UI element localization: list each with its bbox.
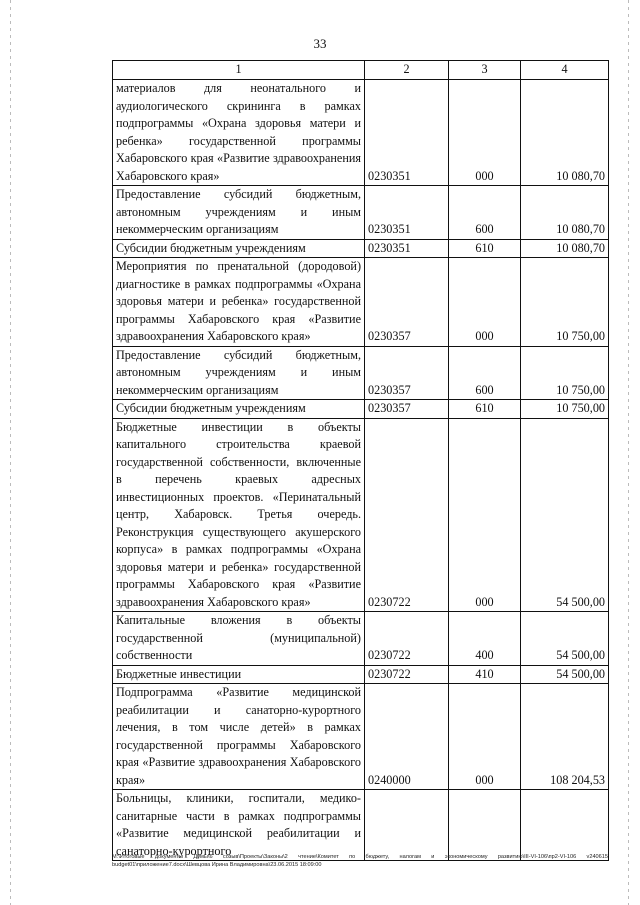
row-expense-type-cell: 610 [449,400,521,419]
row-code-cell: 0230722 [365,418,449,612]
table-row [113,239,609,258]
header-col-4: 4 [521,61,609,80]
header-col-3: 3 [449,61,521,80]
table-row [113,186,609,240]
row-code-cell: 0230722 [365,665,449,684]
table-row [113,684,609,790]
row-name-cell: Больницы, клиники, госпитали, медико-санитарные части в рамках подпрограммы «Развитие медицинской реабилитации и санаторно-курортного [113,790,365,861]
row-expense-type-cell [449,790,521,861]
row-amount-cell: 10 080,70 [521,239,609,258]
row-amount-cell: 10 750,00 [521,346,609,400]
row-code-cell [365,790,449,861]
row-expense-type-cell: 600 [449,346,521,400]
row-expense-type-cell: 000 [449,80,521,186]
file-path-footer: M:\Итоговые документы Думы\6 созыв\Проекты\Законы\2 чтение\Комитет по бюджету, налогам и экономическому развитию\III-VI-106\пр2-VI-106 v240615 budget01\приложение7.docx\Шевцова Ирина Владимировна\23.06.2015 18:09:00 [112,854,608,868]
row-amount-cell: 108 204,53 [521,684,609,790]
budget-table [112,60,609,861]
row-code-cell: 0230351 [365,80,449,186]
header-col-1: 1 [113,61,365,80]
row-amount-cell: 54 500,00 [521,612,609,666]
row-name-cell: Капитальные вложения в объекты государственной (муниципальной) собственности [113,612,365,666]
row-code-cell: 0230357 [365,400,449,419]
table-body [113,80,609,861]
row-expense-type-cell: 610 [449,239,521,258]
row-amount-cell: 10 080,70 [521,186,609,240]
row-amount-cell: 10 750,00 [521,400,609,419]
header-col-2: 2 [365,61,449,80]
table-row [113,418,609,612]
row-code-cell: 0240000 [365,684,449,790]
row-expense-type-cell: 000 [449,418,521,612]
row-name-cell: Бюджетные инвестиции в объекты капитального строительства краевой государственной собственности, включенные в перечень краевых адресных инвестиционных проектов. «Перинатальный центр, Хабаровск. Третья очередь. Реконструкция существующего акушерского корпуса» в рамках подпрограммы «Охрана здоровья матери и ребенка» государственной программы Хабаровского края «Развитие здравоохранения Хабаровского края» [113,418,365,612]
row-expense-type-cell: 000 [449,258,521,347]
row-code-cell: 0230357 [365,258,449,347]
row-name-cell: материалов для неонатального и аудиологического скрининга в рамках подпрограммы «Охрана здоровья матери и ребенка» государственной программы Хабаровского края «Развитие здравоохранения Хабаровского края» [113,80,365,186]
row-code-cell: 0230357 [365,346,449,400]
row-expense-type-cell: 410 [449,665,521,684]
row-expense-type-cell: 400 [449,612,521,666]
row-amount-cell [521,790,609,861]
row-name-cell: Субсидии бюджетным учреждениям [113,400,365,419]
row-name-cell: Предоставление субсидий бюджетным, автономным учреждениям и иным некоммерческим организациям [113,346,365,400]
row-amount-cell: 54 500,00 [521,418,609,612]
row-name-cell: Подпрограмма «Развитие медицинской реабилитации и санаторно-курортного лечения, в том числе детей» в рамках государственной программы Хабаровского края «Развитие здравоохранения Хабаровского края» [113,684,365,790]
table-header-row [113,61,609,80]
table-row [113,612,609,666]
table-row [113,400,609,419]
row-code-cell: 0230351 [365,186,449,240]
row-name-cell: Бюджетные инвестиции [113,665,365,684]
row-amount-cell: 10 080,70 [521,80,609,186]
row-code-cell: 0230351 [365,239,449,258]
scan-edge-right [628,0,629,905]
table-row [113,80,609,186]
page-number: 33 [313,36,327,51]
row-name-cell: Мероприятия по пренатальной (дородовой) диагностике в рамках подпрограммы «Охрана здоровья матери и ребенка» государственной программы Хабаровского края «Развитие здравоохранения Хабаровского края» [113,258,365,347]
row-name-cell: Субсидии бюджетным учреждениям [113,239,365,258]
table-row [113,258,609,347]
row-amount-cell: 10 750,00 [521,258,609,347]
row-name-cell: Предоставление субсидий бюджетным, автономным учреждениям и иным некоммерческим организациям [113,186,365,240]
table-row [113,790,609,861]
row-amount-cell: 54 500,00 [521,665,609,684]
table-row [113,665,609,684]
row-expense-type-cell: 600 [449,186,521,240]
row-code-cell: 0230722 [365,612,449,666]
row-expense-type-cell: 000 [449,684,521,790]
table-row [113,346,609,400]
scan-edge-left [10,0,11,905]
